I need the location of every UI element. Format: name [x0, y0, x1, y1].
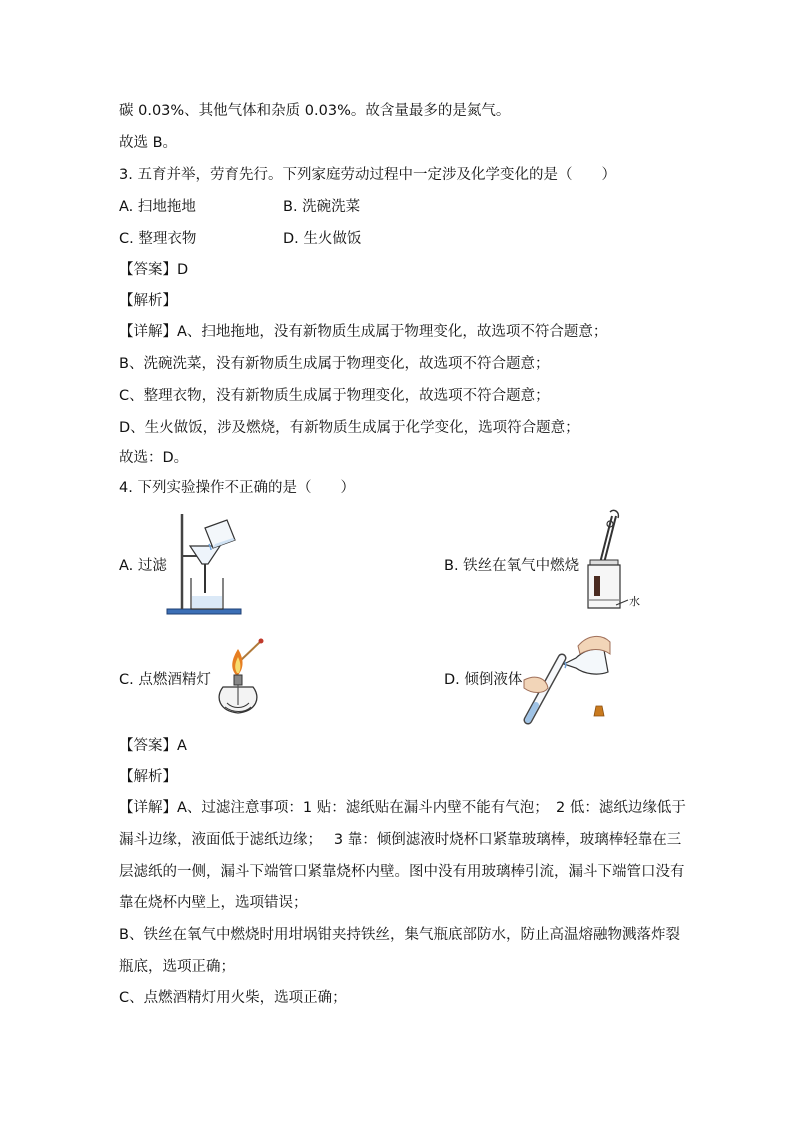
selection-3: 故选：D。 [119, 450, 189, 466]
detail-line: 【详解】A、扫地拖地，没有新物质生成属于物理变化，故选项不符合题意； [119, 324, 608, 340]
option-3c: C. 整理衣物 [119, 231, 197, 247]
detail-line: 瓶底，选项正确； [119, 959, 235, 975]
detail-line: 靠在烧杯内壁上，选项错误； [119, 895, 308, 911]
detail-line: B、铁丝在氧气中燃烧时用坩埚钳夹持铁丝，集气瓶底部防水，防止高温熔融物溅落炸裂 [119, 927, 680, 943]
option-3b: B. 洗碗洗菜 [283, 199, 361, 215]
analysis-heading-4: 【解析】 [119, 769, 177, 785]
option-3d: D. 生火做饭 [283, 231, 362, 247]
text-line: 碳 0.03%、其他气体和杂质 0.03%。故含量最多的是氮气。 [119, 103, 511, 119]
alcohol-lamp-diagram [205, 637, 267, 719]
option-4d: D. 倾倒液体 [444, 672, 523, 688]
question-3: 3. 五育并举，劳育先行。下列家庭劳动过程中一定涉及化学变化的是（ ） [119, 167, 616, 183]
answer-4: 【答案】A [119, 738, 187, 754]
detail-line: 漏斗边缘，液面低于滤纸边缘； 3 靠：倾倒滤液时烧杯口紧靠玻璃棒，玻璃棒轻靠在三 [119, 832, 682, 848]
option-3a: A. 扫地拖地 [119, 199, 196, 215]
pouring-liquid-diagram [518, 628, 618, 726]
iron-burning-diagram [580, 508, 650, 620]
detail-line: C、点燃酒精灯用火柴，选项正确； [119, 990, 347, 1006]
question-4: 4. 下列实验操作不正确的是（ ） [119, 480, 355, 496]
detail-line: D、生火做饭，涉及燃烧，有新物质生成属于化学变化，选项符合题意； [119, 420, 580, 436]
detail-line: C、整理衣物，没有新物质生成属于物理变化，故选项不符合题意； [119, 388, 550, 404]
analysis-heading-3: 【解析】 [119, 293, 177, 309]
option-4b: B. 铁丝在氧气中燃烧 [444, 558, 580, 574]
detail-line: 【详解】A、过滤注意事项：1 贴：滤纸贴在漏斗内壁不能有气泡； 2 低：滤纸边缘低于 [119, 800, 686, 816]
water-label: 水 [629, 595, 640, 608]
detail-line: 层滤纸的一侧，漏斗下端管口紧靠烧杯内壁。图中没有用玻璃棒引流，漏斗下端管口没有 [119, 864, 685, 880]
filtration-diagram [165, 508, 245, 616]
answer-3: 【答案】D [119, 262, 189, 278]
text-line: 故选 B。 [119, 135, 178, 151]
option-4a: A. 过滤 [119, 558, 167, 574]
detail-line: B、洗碗洗菜，没有新物质生成属于物理变化，故选项不符合题意； [119, 356, 550, 372]
option-4c: C. 点燃酒精灯 [119, 672, 211, 688]
